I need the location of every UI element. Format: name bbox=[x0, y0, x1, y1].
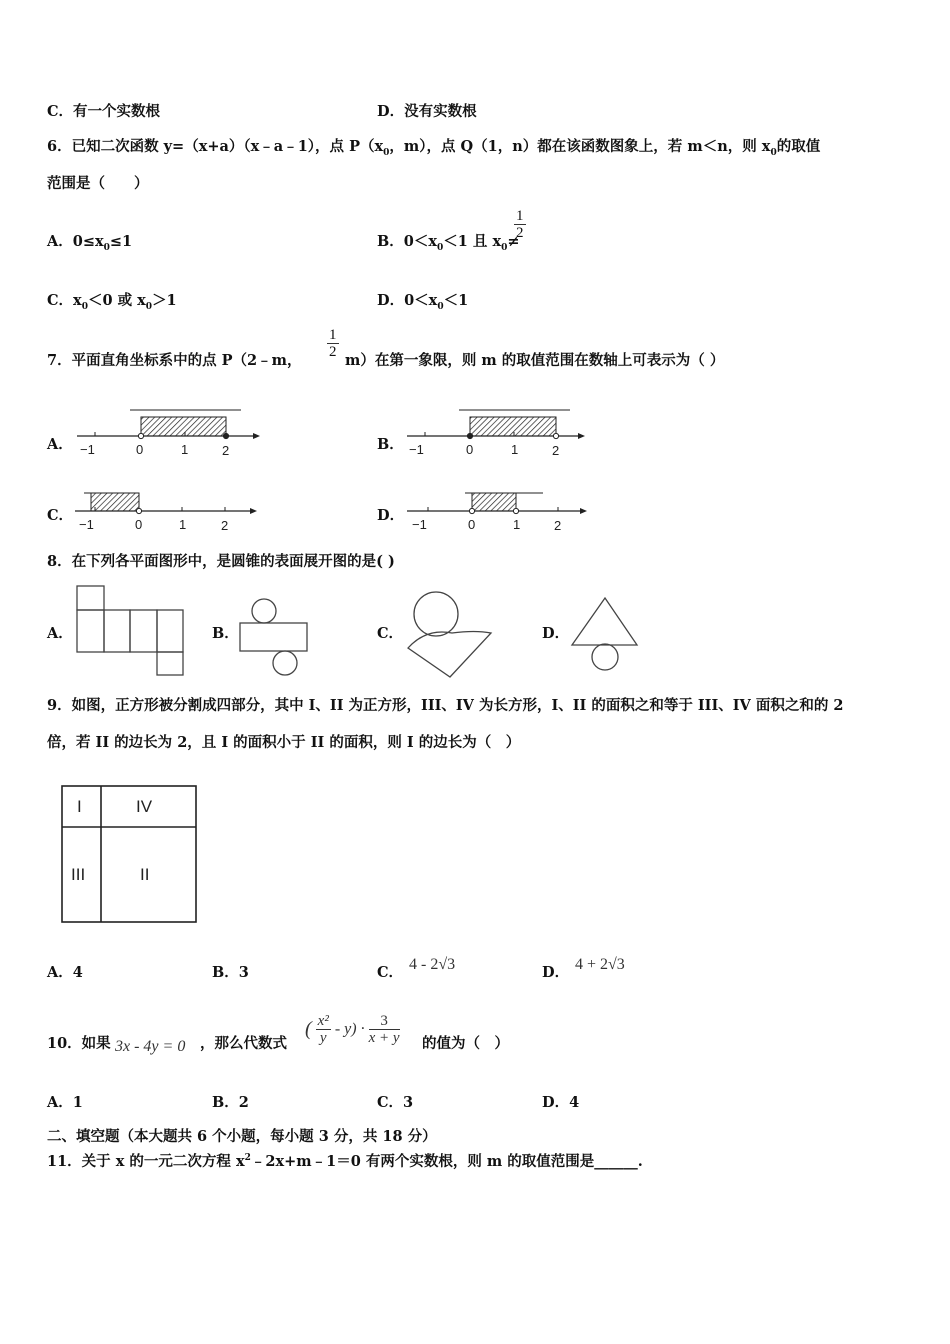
q9-option-c-expr: 4 - 2√3 bbox=[409, 956, 456, 973]
q7-stem-tail: m）在第一象限，则 m 的取值范围在数轴上可表示为（ ） bbox=[345, 352, 725, 369]
q9-option-d: D． bbox=[542, 964, 570, 981]
q10-equation: 3x - 4y = 0 bbox=[115, 1038, 186, 1055]
q9-option-d-expr: 4 + 2√3 bbox=[575, 956, 625, 973]
q10-stem-start: 10．如果 bbox=[47, 1035, 111, 1052]
q9-region-iii: III bbox=[71, 865, 86, 884]
q7-a-tick-m1: −1 bbox=[80, 442, 95, 457]
q9-stem-line2: 倍，若 II 的边长为 2，且 I 的面积小于 II 的面积，则 I 的边长为（ ） bbox=[47, 734, 521, 751]
q7-d-tick-2: 2 bbox=[554, 518, 562, 533]
q11-stem: 11．关于 x 的一元二次方程 $x^2﹣2x+m﹣1=0$ 有两个实数根，则 m 的取值范围是______. bbox=[47, 1153, 643, 1170]
q7-c-tick-0: 0 bbox=[135, 517, 143, 532]
q7-stem: 7．平面直角坐标系中的点 P（2﹣m， bbox=[47, 352, 302, 369]
q7-c-tick-2: 2 bbox=[221, 518, 229, 533]
q8-label-b: B． bbox=[212, 625, 239, 642]
q9-region-iv: IV bbox=[136, 797, 153, 816]
section-2-heading: 二、填空题（本大题共 6 个小题，每小题 3 分，共 18 分） bbox=[47, 1128, 437, 1145]
q7-d-tick-0: 0 bbox=[468, 517, 476, 532]
q8-label-c: C． bbox=[377, 625, 404, 642]
q10-stem-mid: ，那么代数式 bbox=[200, 1035, 287, 1052]
q10-stem-end: 的值为（ ） bbox=[422, 1035, 509, 1052]
q9-region-ii: II bbox=[140, 865, 150, 884]
q6-half-fraction: $\frac{1}{2}$ bbox=[516, 208, 524, 241]
q8-label-d: D． bbox=[542, 625, 570, 642]
q6-stem-line1: 6．已知二次函数 y=（x+a）（x﹣a﹣1），点 $P(x_0$，m），点 Q（1，n）都在该函数图象上，若 m＜n，则 $x_0$的取值 bbox=[47, 138, 821, 158]
q7-d-tick-1: 1 bbox=[513, 517, 521, 532]
q7-half-fraction: $\frac{1}{2}$ bbox=[329, 327, 337, 360]
q10-option-d: D．4 bbox=[542, 1094, 580, 1111]
q7-a-tick-0: 0 bbox=[136, 442, 144, 457]
q7-d-tick-m1: −1 bbox=[412, 517, 427, 532]
q10-option-c: C．3 bbox=[377, 1094, 414, 1111]
q8-stem: 8．在下列各平面图形中，是圆锥的表面展开图的是( ) bbox=[47, 553, 395, 570]
q5-option-d: D．没有实数根 bbox=[377, 103, 477, 120]
q7-label-d: D． bbox=[377, 507, 405, 524]
q9-region-i: I bbox=[77, 797, 82, 816]
q9-option-c: C． bbox=[377, 964, 404, 981]
q5-option-c: C．有一个实数根 bbox=[47, 103, 161, 120]
q9-option-a: A．4 bbox=[47, 964, 83, 981]
q7-b-tick-2: 2 bbox=[552, 443, 560, 458]
q6-stem-line2: 范围是（ ） bbox=[47, 175, 149, 192]
q7-c-tick-m1: −1 bbox=[79, 517, 94, 532]
q9-option-b: B．3 bbox=[212, 964, 249, 981]
q10-option-a: A．1 bbox=[47, 1094, 83, 1111]
q7-b-tick-0: 0 bbox=[466, 442, 474, 457]
q7-b-tick-1: 1 bbox=[511, 442, 519, 457]
q7-label-b: B． bbox=[377, 436, 404, 453]
q6-option-a: A．$0\le x_0\le 1$ bbox=[47, 233, 133, 253]
q7-label-c: C． bbox=[47, 507, 74, 524]
q9-stem-line1: 9．如图，正方形被分割成四部分，其中 I、II 为正方形，III、IV 为长方形，I、II 的面积之和等于 III、IV 面积之和的 2 bbox=[47, 697, 844, 714]
q7-a-tick-2: 2 bbox=[222, 443, 230, 458]
q7-label-a: A． bbox=[47, 436, 73, 453]
q6-option-c: C．$x_0<0$ 或 $x_0>1$ bbox=[47, 292, 177, 312]
q7-a-tick-1: 1 bbox=[181, 442, 189, 457]
q6-option-b: B．$0<x_0<1$ 且 $x_0\ne$ bbox=[377, 233, 520, 253]
q8-label-a: A． bbox=[47, 625, 73, 642]
q10-option-b: B．2 bbox=[212, 1094, 249, 1111]
q7-c-tick-1: 1 bbox=[179, 517, 187, 532]
q10-expression: ( $\frac{\text{x²}}{y}$ - y) · $\frac{3}{x + y}$ bbox=[305, 1013, 400, 1046]
q7-b-tick-m1: −1 bbox=[409, 442, 424, 457]
q6-option-d: D．$0<x_0<1$ bbox=[377, 292, 469, 312]
